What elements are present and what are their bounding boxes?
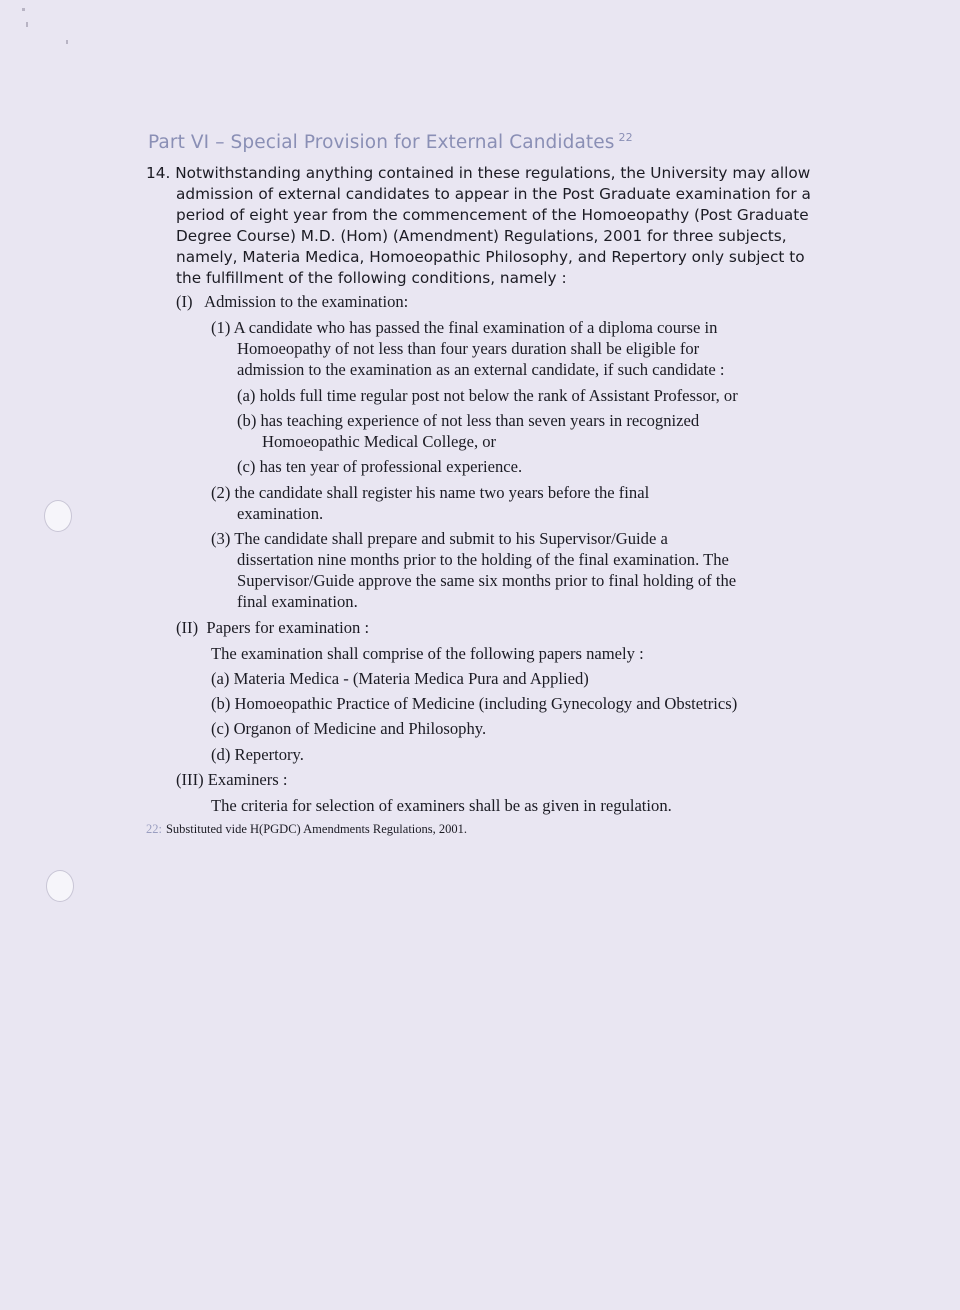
clause-3-line-1: (3) The candidate shall prepare and submit to his Supervisor/Guide a bbox=[211, 529, 668, 548]
paragraph-14-line-3: period of eight year from the commencement of the Homoeopathy (Post Graduate bbox=[176, 206, 809, 224]
paper-d: (d) Repertory. bbox=[211, 745, 304, 764]
paper-c: (c) Organon of Medicine and Philosophy. bbox=[211, 719, 487, 738]
paragraph-14-line-2: admission of external candidates to appear in the Post Graduate examination for a bbox=[176, 185, 811, 203]
section-II-intro: The examination shall comprise of the following papers namely : bbox=[211, 644, 644, 663]
section-III-heading: (III) Examiners : bbox=[176, 770, 288, 789]
section-heading-title: Part VI – Special Provision for External Candidates bbox=[148, 132, 615, 153]
clause-1-line-3: admission to the examination as an external candidate, if such candidate : bbox=[237, 360, 725, 379]
clause-1b-line-1: (b) has teaching experience of not less than seven years in recognized bbox=[237, 411, 700, 430]
punch-hole-top bbox=[44, 500, 72, 532]
section-II-heading: (II) Papers for examination : bbox=[176, 618, 370, 637]
clause-3-line-3: Supervisor/Guide approve the same six months prior to final holding of the bbox=[237, 571, 737, 590]
paragraph-14-line-5: namely, Materia Medica, Homoeopathic Philosophy, and Repertory only subject to bbox=[176, 248, 805, 266]
footnote-text: Substituted vide H(PGDC) Amendments Regulations, 2001. bbox=[165, 822, 468, 836]
clause-3-line-4: final examination. bbox=[237, 592, 358, 611]
footnote bbox=[146, 822, 467, 837]
scan-mark bbox=[26, 22, 28, 27]
scan-mark bbox=[66, 40, 68, 44]
clause-1b-line-2: Homoeopathic Medical College, or bbox=[262, 432, 497, 451]
paragraph-14-line-4: Degree Course) M.D. (Hom) (Amendment) Regulations, 2001 for three subjects, bbox=[176, 227, 787, 245]
clause-3-line-2: dissertation nine months prior to the holding of the final examination. The bbox=[237, 550, 729, 569]
clause-1-line-1: (1) A candidate who has passed the final examination of a diploma course in bbox=[211, 318, 718, 337]
paper-b: (b) Homoeopathic Practice of Medicine (including Gynecology and Obstetrics) bbox=[211, 694, 738, 713]
scan-mark bbox=[22, 8, 25, 11]
section-III-text: The criteria for selection of examiners shall be as given in regulation. bbox=[211, 796, 672, 815]
section-I-heading: (I) Admission to the examination: bbox=[176, 292, 409, 311]
paragraph-14-line-6: the fulfillment of the following conditions, namely : bbox=[176, 269, 567, 287]
clause-1c: (c) has ten year of professional experience. bbox=[237, 457, 523, 476]
footnote-ref: 22 bbox=[618, 131, 633, 144]
clause-2-line-2: examination. bbox=[237, 504, 324, 523]
punch-hole-bottom bbox=[46, 870, 74, 902]
footnote-number: 22: bbox=[146, 822, 162, 836]
clause-1a: (a) holds full time regular post not below the rank of Assistant Professor, or bbox=[237, 386, 738, 405]
clause-2-line-1: (2) the candidate shall register his name two years before the final bbox=[211, 483, 650, 502]
paper-a: (a) Materia Medica - (Materia Medica Pura and Applied) bbox=[211, 669, 589, 688]
paragraph-14-line-1: 14. Notwithstanding anything contained in these regulations, the University may allow bbox=[146, 164, 811, 182]
clause-1-line-2: Homoeopathy of not less than four years duration shall be eligible for bbox=[237, 339, 700, 358]
section-heading bbox=[148, 131, 633, 153]
